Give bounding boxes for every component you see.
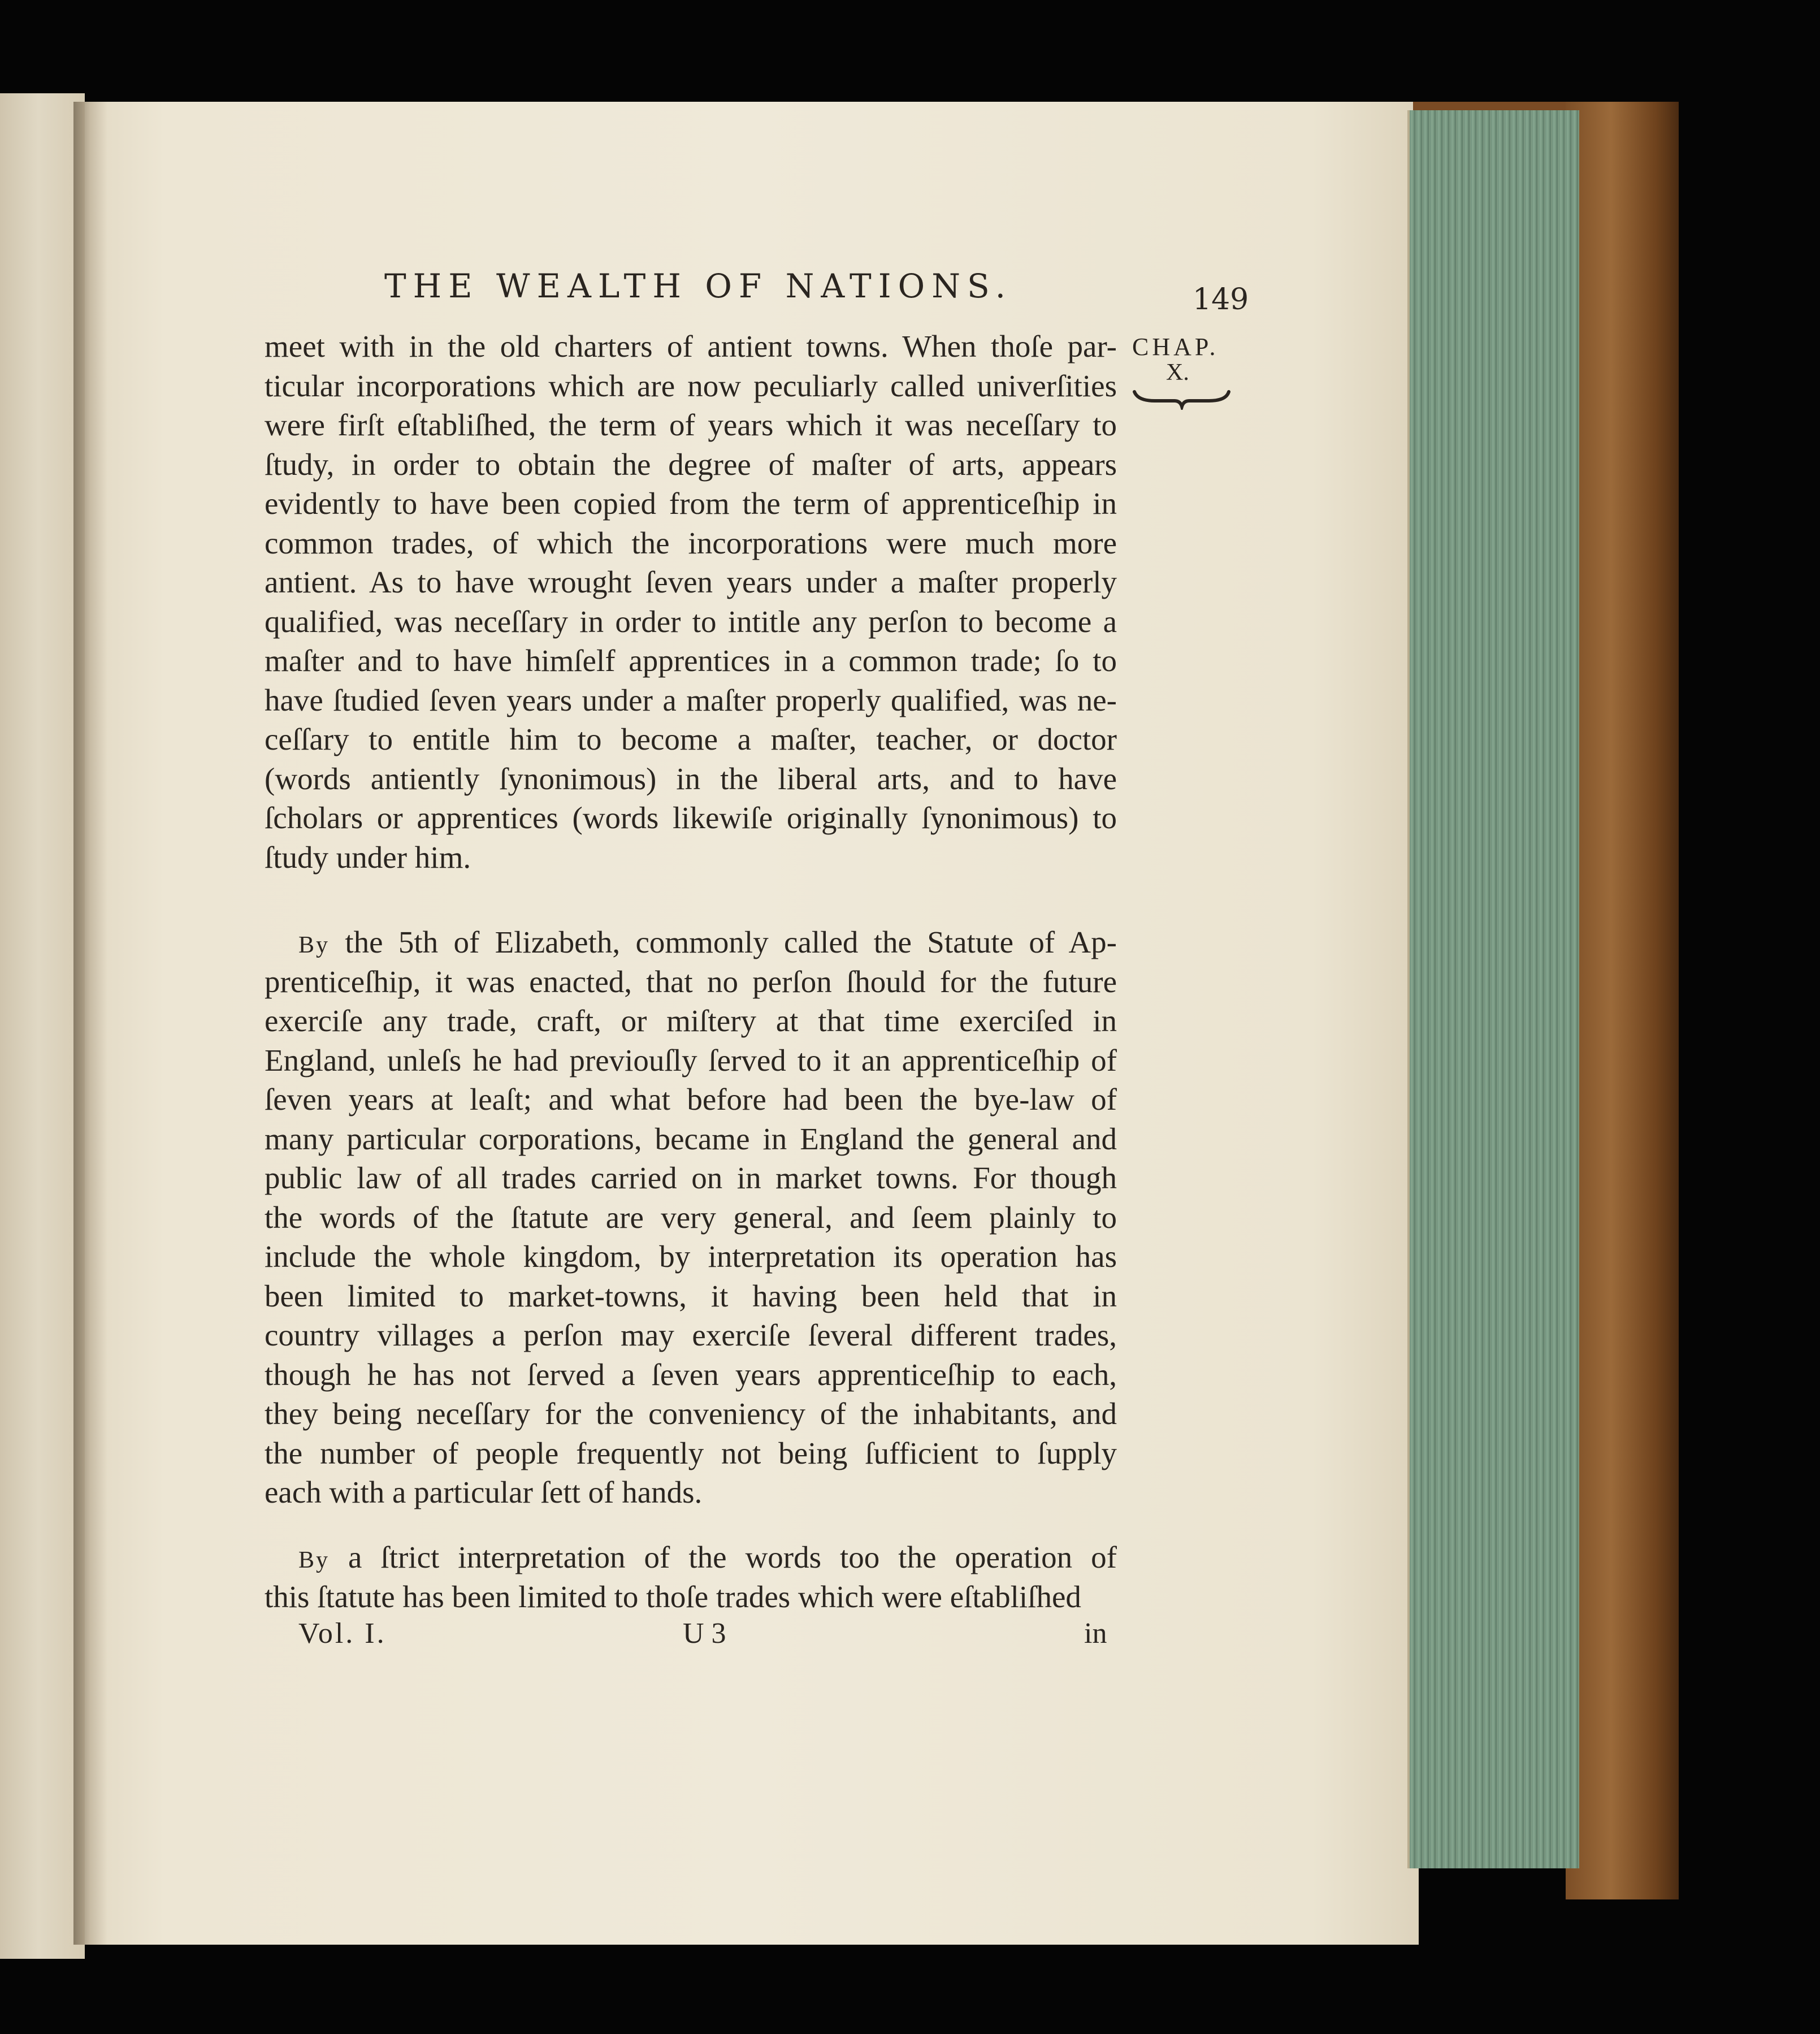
text-line: though he has not ſerved a ſeven years apprenticeſhip to each, <box>265 1357 1117 1392</box>
running-head: THE WEALTH OF NATIONS. <box>384 267 1013 305</box>
text-line: include the whole kingdom, by interpretation its operation has <box>265 1239 1117 1274</box>
text-line: each with a particular ſett of hands. <box>265 1475 703 1509</box>
text-line: the words of the ſtatute are very general, and ſeem plainly to <box>265 1200 1117 1235</box>
text-line: ſeven years at leaſt; and what before had been the bye-law of <box>265 1082 1117 1116</box>
text-line-content: a ſtrict interpretation of the words too the operation of <box>330 1540 1117 1574</box>
page-number: 149 <box>1193 283 1249 317</box>
text-line: maſter and to have himſelf apprentices in a common trade; ſo to <box>265 643 1117 678</box>
chapter-label: CHAP. <box>1132 333 1219 361</box>
text-line: England, unleſs he had previouſly ſerved to it an apprenticeſhip of <box>265 1042 1117 1077</box>
text-line: meet with in the old charters of antient towns. When thoſe par- <box>265 329 1117 363</box>
text-line: country villages a perſon may exerciſe ſeveral different trades, <box>265 1318 1117 1352</box>
text-line: evidently to have been copied from the term of apprenticeſhip in <box>265 486 1117 521</box>
text-line: public law of all trades carried on in market towns. For though <box>265 1161 1117 1195</box>
text-line: this ſtatute has been limited to thoſe trades which were eſtabliſhed <box>265 1579 1081 1614</box>
text-line: ticular incorporations which are now peculiarly called univerſities <box>265 368 1117 403</box>
text-line: ſtudy under him. <box>265 839 471 875</box>
text-line: ceſſary to entitle him to become a maſter, teacher, or doctor <box>265 722 1117 756</box>
text-line: qualified, was neceſſary in order to intitle any perſon to become a <box>265 604 1117 639</box>
text-line: (words antiently ſynonimous) in the liberal arts, and to have <box>265 761 1117 796</box>
text-line: prenticeſhip, it was enacted, that no perſon ſhould for the future <box>265 964 1117 999</box>
text-line: been limited to market-towns, it having been held that in <box>265 1278 1117 1313</box>
leather-binding <box>1566 102 1679 1899</box>
paragraph-lead-word: By <box>298 932 330 958</box>
text-line <box>265 923 1117 962</box>
text-line: ſcholars or apprentices (words likewiſe originally ſynonimous) to <box>265 800 1117 835</box>
text-line: ſtudy, in order to obtain the degree of maſter of arts, appears <box>265 447 1117 482</box>
text-line: were firſt eſtabliſhed, the term of years which it was neceſſary to <box>265 408 1117 442</box>
chapter-number: X. <box>1166 360 1189 386</box>
footer-volume-text: Vol. I. <box>298 1617 387 1650</box>
footer-catchword: in <box>1084 1617 1107 1650</box>
text-line: have ſtudied ſeven years under a maſter properly qualified, was ne- <box>265 682 1117 717</box>
text-line: many particular corporations, became in England the general and <box>265 1121 1117 1156</box>
text-line: the number of people frequently not being ſufficient to ſupply <box>265 1435 1117 1470</box>
paragraph-lead-word: By <box>298 1547 330 1573</box>
footer-signature: U 3 <box>683 1617 726 1650</box>
text-line <box>265 1538 1117 1577</box>
page-gutter-shadow <box>73 102 107 1945</box>
text-line: common trades, of which the incorporations were much more <box>265 525 1117 560</box>
curly-brace-ornament <box>1132 387 1231 410</box>
text-line: antient. As to have wrought ſeven years under a maſter properly <box>265 565 1117 599</box>
text-line: they being neceſſary for the conveniency of the inhabitants, and <box>265 1396 1117 1431</box>
text-line-content: the 5th of Elizabeth, commonly called the Statute of Ap- <box>330 925 1117 959</box>
footer-volume <box>298 1617 387 1650</box>
text-line: exerciſe any trade, craft, or miſtery at that time exerciſed in <box>265 1003 1117 1038</box>
page-fore-edge <box>1407 110 1579 1868</box>
facing-page-edge <box>0 93 85 1959</box>
